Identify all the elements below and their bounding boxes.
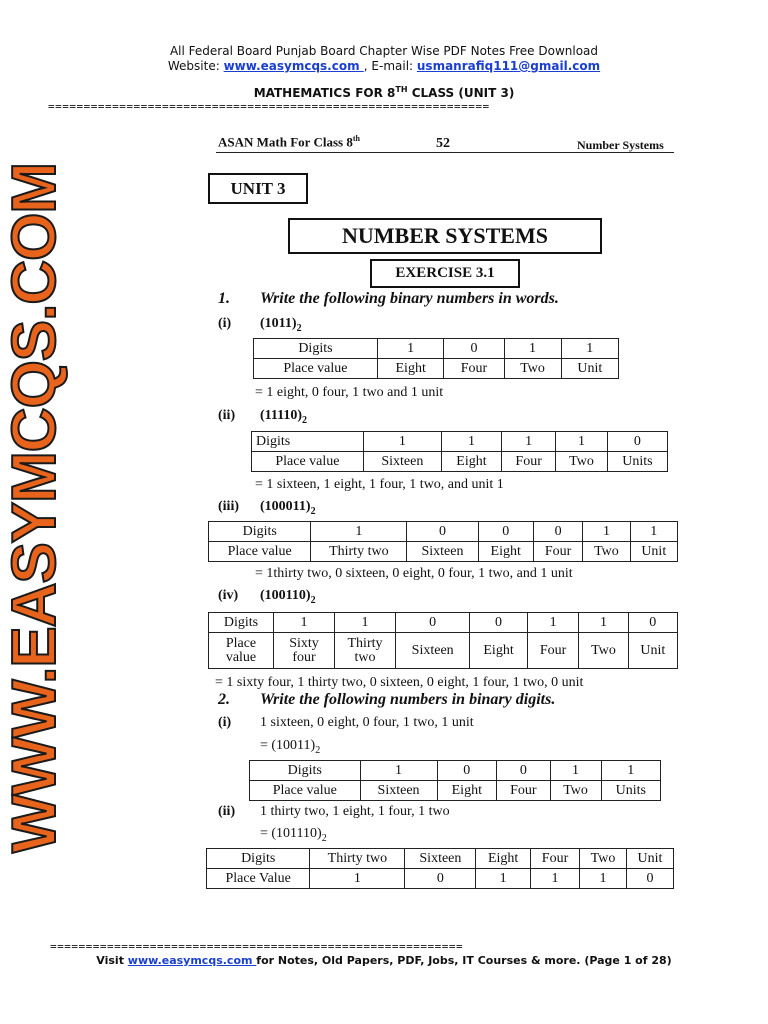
base-subscript: 2 [321,832,327,844]
footer-line [0,954,768,967]
table-cell: Eight [470,633,527,669]
table-cell: 1 [363,432,441,452]
table-cell: Four [533,542,583,562]
base-subscript: 2 [296,322,302,334]
table-cell: 1 [550,761,601,781]
base-subscript: 2 [315,744,321,756]
q1-text: Write the following binary numbers in words. [260,290,559,307]
q2-table-2 [206,848,674,889]
q1-part-number [260,588,316,606]
q1-part-number [260,499,316,517]
table-cell: 1 [601,761,661,781]
footer-text: for Notes, Old Papers, PDF, Jobs, IT Courses & more. (Page 1 of 28) [256,954,672,967]
page-header-rule [216,152,674,153]
footer-visit: Visit [96,954,128,967]
table-row [252,452,668,472]
table-cell: Place value [252,452,364,472]
doc-title-main: MATHEMATICS FOR 8 [253,86,396,100]
table-row [209,522,678,542]
table-cell: 1 [335,613,396,633]
table-cell: Two [550,781,601,801]
table-cell: Units [601,781,661,801]
q1-part-number [260,408,307,426]
table-cell: 1 [502,432,556,452]
table-cell: Digits [254,339,378,359]
binary-number: (1011) [260,316,297,331]
table-cell: Eight [437,781,496,801]
table-row [250,781,661,801]
website-link[interactable]: www.easymcqs.com [223,59,364,73]
website-label: Website: [167,59,224,73]
table-cell: 0 [533,522,583,542]
q2-result-1 [260,738,320,756]
table-cell: Eight [441,452,501,472]
binary-number: (100110) [260,588,311,603]
book-title [218,134,360,150]
table-cell: Unit [630,542,677,562]
table-cell: Sixty four [274,633,335,669]
table-cell: Digits [250,761,361,781]
q1-table-2 [251,431,668,472]
table-cell: 0 [607,432,667,452]
table-cell: 0 [470,613,527,633]
table-cell: Place value [250,781,361,801]
q2-number: 2. [218,691,230,708]
table-cell: 1 [360,761,437,781]
table-cell: 0 [497,761,551,781]
table-cell: 1 [311,522,407,542]
q1-answer-3: = 1thirty two, 0 sixteen, 0 eight, 0 four, 1 two, and 1 unit [255,566,573,581]
table-cell: Two [580,849,627,869]
table-cell: 0 [478,522,533,542]
table-row [209,542,678,562]
table-row [254,359,619,379]
table-cell: 0 [437,761,496,781]
table-cell: 1 [441,432,501,452]
table-cell: Unit [561,359,618,379]
unit-box: UNIT 3 [208,173,308,204]
header-divider: ============================================================== [48,100,490,113]
table-cell: Thirty two [311,542,407,562]
table-cell: 1 [504,339,561,359]
table-cell: Four [444,359,504,379]
table-cell: 1 [530,869,579,889]
table-cell: Two [579,633,628,669]
table-cell: Digits [207,849,310,869]
q1-table-3 [208,521,678,562]
section-name: Number Systems [577,138,664,152]
table-cell: 1 [310,869,405,889]
binary-number: (100011) [260,499,311,514]
binary-number: (11110) [260,408,303,423]
q1-part-label: (i) [218,316,232,331]
table-cell: Thirty two [335,633,396,669]
table-cell: 0 [405,869,476,889]
page-number: 52 [436,136,450,151]
table-cell: 1 [583,522,630,542]
email-label: , E-mail: [363,59,417,73]
table-cell: Place value [209,542,311,562]
table-row [254,339,619,359]
table-cell: Two [583,542,630,562]
table-cell: Sixteen [363,452,441,472]
q1-table-1 [253,338,619,379]
table-cell: 1 [527,613,579,633]
table-cell: 1 [580,869,627,889]
table-cell: 0 [407,522,478,542]
table-cell: Units [607,452,667,472]
base-subscript: 2 [310,594,316,606]
table-cell: Four [497,781,551,801]
table-cell: 1 [556,432,608,452]
table-row [209,613,678,633]
table-cell: Sixteen [405,849,476,869]
contact-line [0,59,768,73]
table-cell: 1 [561,339,618,359]
table-cell: 1 [579,613,628,633]
doc-title-sup: TH [395,85,408,94]
table-cell: Thirty two [310,849,405,869]
q2-words-2: 1 thirty two, 1 eight, 1 four, 1 two [260,804,450,819]
footer-link[interactable]: www.easymcqs.com [127,954,257,967]
table-cell: Digits [209,522,311,542]
q2-result-2 [260,826,327,844]
table-cell: 0 [628,613,677,633]
email-link[interactable]: usmanrafiq111@gmail.com [416,59,601,73]
q1-part-label: (ii) [218,408,236,423]
q1-answer-1: = 1 eight, 0 four, 1 two and 1 unit [255,385,444,400]
binary-number: = (10011) [260,738,316,753]
book-title-sup: th [352,134,360,143]
table-row [209,633,678,669]
q1-part-number [260,316,302,334]
table-cell: Place value [209,633,274,669]
table-cell: Four [502,452,556,472]
table-row [252,432,668,452]
table-cell: Sixteen [407,542,478,562]
binary-number: = (101110) [260,826,322,841]
q2-table-1 [249,760,661,801]
table-cell: Eight [377,359,444,379]
base-subscript: 2 [302,414,308,426]
chapter-title: NUMBER SYSTEMS [288,218,602,254]
q1-number: 1. [218,290,230,307]
watermark: WWW.EASYMCQS.COM [0,162,69,854]
table-cell: Four [527,633,579,669]
table-cell: Sixteen [360,781,437,801]
q2-part-label: (i) [218,715,232,730]
table-cell: Unit [628,633,677,669]
q1-part-label: (iv) [218,588,239,603]
table-cell: 0 [444,339,504,359]
q2-words-1: 1 sixteen, 0 eight, 0 four, 1 two, 1 unit [260,715,474,730]
q1-answer-4: = 1 sixty four, 1 thirty two, 0 sixteen, 0 eight, 1 four, 1 two, 0 unit [215,675,584,690]
table-cell: Eight [478,542,533,562]
table-cell: Digits [252,432,364,452]
header-line: All Federal Board Punjab Board Chapter Wise PDF Notes Free Download [169,44,599,58]
table-cell: 1 [630,522,677,542]
table-cell: Eight [476,849,531,869]
table-cell: Four [530,849,579,869]
table-cell: 1 [377,339,444,359]
table-row [207,869,674,889]
q1-answer-2: = 1 sixteen, 1 eight, 1 four, 1 two, and unit 1 [255,477,504,492]
q2-part-label: (ii) [218,804,236,819]
table-cell: 1 [476,869,531,889]
table-cell: Unit [626,849,673,869]
doc-title-end: CLASS (UNIT 3) [407,86,515,100]
doc-title [0,85,768,100]
table-row [250,761,661,781]
exercise-title: EXERCISE 3.1 [370,259,520,288]
table-cell: 0 [626,869,673,889]
table-cell: Place Value [207,869,310,889]
footer-divider: ========================================================== [50,940,464,953]
q2-text: Write the following numbers in binary digits. [260,691,556,708]
book-title-text: ASAN Math For Class 8 [218,134,353,150]
q1-part-label: (iii) [218,499,239,514]
table-row [207,849,674,869]
table-cell: Digits [209,613,274,633]
q1-table-4 [208,612,678,669]
table-cell: Place value [254,359,378,379]
base-subscript: 2 [310,505,316,517]
table-cell: 1 [274,613,335,633]
table-cell: 0 [396,613,470,633]
table-cell: Two [556,452,608,472]
table-cell: Two [504,359,561,379]
table-cell: Sixteen [396,633,470,669]
